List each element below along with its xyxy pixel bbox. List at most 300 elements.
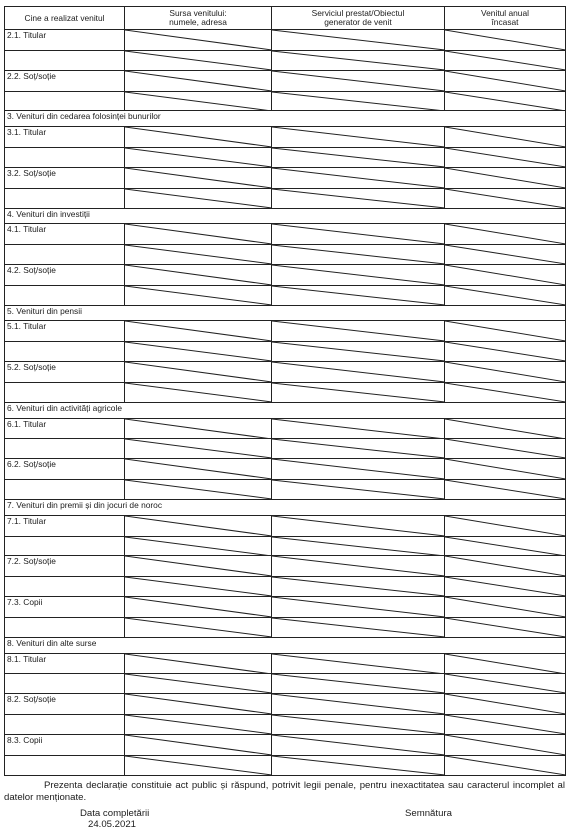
diagonal-line (272, 245, 445, 264)
crossed-out-cell (445, 694, 566, 715)
header-who (5, 7, 125, 30)
diagonal-strike (445, 459, 566, 479)
person-label: 4.2. Soț/soție (5, 265, 125, 286)
diagonal-line (445, 321, 566, 341)
crossed-out-cell (445, 321, 566, 342)
person-row (5, 653, 566, 674)
diagonal-strike (125, 148, 272, 167)
crossed-out-cell (445, 480, 566, 500)
diagonal-strike (125, 224, 272, 244)
crossed-out-cell (272, 674, 445, 694)
diagonal-line (125, 654, 272, 674)
diagonal-strike (272, 597, 445, 617)
diagonal-line (272, 674, 445, 693)
diagonal-line (272, 756, 445, 775)
diagonal-line (445, 245, 566, 264)
person-row (5, 597, 566, 618)
diagonal-line (445, 265, 566, 285)
diagonal-line (125, 480, 272, 499)
diagonal-line (125, 224, 272, 244)
diagonal-strike (272, 459, 445, 479)
header-income-source (125, 7, 272, 30)
diagonal-strike (272, 735, 445, 755)
diagonal-strike (445, 674, 566, 693)
crossed-out-cell (125, 577, 272, 597)
crossed-out-cell (272, 29, 445, 50)
header-service-object (272, 7, 445, 30)
diagonal-strike (125, 654, 272, 674)
empty-cell (5, 577, 125, 597)
diagonal-line (125, 516, 272, 536)
diagonal-strike (272, 618, 445, 637)
diagonal-strike (125, 419, 272, 439)
section-row (5, 402, 566, 418)
crossed-out-cell (272, 285, 445, 305)
diagonal-strike (445, 419, 566, 439)
diagonal-line (445, 71, 566, 91)
diagonal-line (272, 577, 445, 596)
blank-row (5, 715, 566, 735)
section-row (5, 208, 566, 224)
person-label: 6.1. Titular (5, 418, 125, 439)
diagonal-strike (272, 148, 445, 167)
diagonal-strike (445, 148, 566, 167)
diagonal-line (125, 245, 272, 264)
blank-row (5, 285, 566, 305)
diagonal-strike (272, 286, 445, 305)
crossed-out-cell (445, 618, 566, 638)
crossed-out-cell (445, 245, 566, 265)
diagonal-line (445, 654, 566, 674)
empty-cell (5, 755, 125, 775)
diagonal-line (125, 286, 272, 305)
crossed-out-cell (272, 342, 445, 362)
diagonal-strike (125, 694, 272, 714)
diagonal-line (272, 265, 445, 285)
diagonal-strike (272, 71, 445, 91)
blank-row (5, 245, 566, 265)
diagonal-strike (445, 362, 566, 382)
crossed-out-cell (125, 418, 272, 439)
diagonal-strike (445, 597, 566, 617)
crossed-out-cell (125, 167, 272, 188)
crossed-out-cell (445, 418, 566, 439)
empty-cell (5, 715, 125, 735)
person-row (5, 70, 566, 91)
crossed-out-cell (272, 50, 445, 70)
diagonal-strike (125, 127, 272, 147)
diagonal-line (272, 168, 445, 188)
diagonal-line (272, 224, 445, 244)
diagonal-strike (272, 439, 445, 458)
diagonal-line (125, 577, 272, 596)
section-row (5, 637, 566, 653)
diagonal-strike (272, 51, 445, 70)
crossed-out-cell (445, 459, 566, 480)
crossed-out-cell (125, 29, 272, 50)
crossed-out-cell (445, 362, 566, 383)
header-annual-income (445, 7, 566, 30)
crossed-out-cell (125, 556, 272, 577)
empty-cell (5, 188, 125, 208)
diagonal-strike (125, 92, 272, 111)
crossed-out-cell (272, 188, 445, 208)
diagonal-line (272, 71, 445, 91)
diagonal-line (125, 265, 272, 285)
diagonal-strike (272, 265, 445, 285)
diagonal-strike (272, 537, 445, 556)
diagonal-strike (445, 439, 566, 458)
diagonal-line (125, 735, 272, 755)
diagonal-strike (272, 30, 445, 50)
crossed-out-cell (445, 342, 566, 362)
crossed-out-cell (125, 459, 272, 480)
empty-cell (5, 674, 125, 694)
diagonal-strike (125, 383, 272, 402)
header-income-source-text: Sursa venitului: numele, adresa (169, 8, 227, 27)
crossed-out-cell (272, 459, 445, 480)
diagonal-strike (272, 756, 445, 775)
diagonal-strike (272, 480, 445, 499)
diagonal-strike (272, 245, 445, 264)
person-row (5, 224, 566, 245)
diagonal-strike (125, 51, 272, 70)
diagonal-strike (445, 224, 566, 244)
diagonal-strike (125, 618, 272, 637)
diagonal-line (272, 127, 445, 147)
diagonal-strike (125, 756, 272, 775)
income-declaration-table (4, 6, 566, 776)
crossed-out-cell (125, 148, 272, 168)
crossed-out-cell (272, 321, 445, 342)
crossed-out-cell (445, 439, 566, 459)
person-label: 5.1. Titular (5, 321, 125, 342)
diagonal-line (272, 480, 445, 499)
diagonal-line (125, 618, 272, 637)
diagonal-strike (445, 71, 566, 91)
blank-row (5, 383, 566, 403)
section-title: 6. Venituri din activități agricole (5, 402, 566, 418)
diagonal-line (445, 694, 566, 714)
crossed-out-cell (272, 265, 445, 286)
diagonal-strike (125, 516, 272, 536)
diagonal-line (445, 480, 566, 499)
diagonal-line (445, 674, 566, 693)
crossed-out-cell (445, 735, 566, 756)
diagonal-strike (125, 189, 272, 208)
diagonal-line (125, 459, 272, 479)
diagonal-line (272, 516, 445, 536)
crossed-out-cell (445, 127, 566, 148)
diagonal-line (272, 694, 445, 714)
diagonal-line (125, 419, 272, 439)
diagonal-line (445, 577, 566, 596)
diagonal-line (445, 516, 566, 536)
diagonal-line (272, 362, 445, 382)
crossed-out-cell (272, 418, 445, 439)
diagonal-line (125, 148, 272, 167)
diagonal-strike (125, 265, 272, 285)
person-row (5, 459, 566, 480)
diagonal-strike (272, 362, 445, 382)
blank-row (5, 480, 566, 500)
diagonal-line (445, 30, 566, 50)
diagonal-line (445, 342, 566, 361)
blank-row (5, 188, 566, 208)
diagonal-line (272, 92, 445, 111)
diagonal-line (445, 597, 566, 617)
diagonal-strike (272, 674, 445, 693)
diagonal-line (125, 556, 272, 576)
blank-row (5, 439, 566, 459)
diagonal-strike (272, 654, 445, 674)
diagonal-line (445, 383, 566, 402)
crossed-out-cell (125, 362, 272, 383)
diagonal-strike (125, 674, 272, 693)
diagonal-strike (445, 556, 566, 576)
diagonal-line (272, 419, 445, 439)
person-row (5, 694, 566, 715)
diagonal-line (272, 597, 445, 617)
diagonal-line (445, 618, 566, 637)
diagonal-line (272, 537, 445, 556)
diagonal-line (125, 715, 272, 734)
section-title: 4. Venituri din investiții (5, 208, 566, 224)
person-label: 2.2. Soț/soție (5, 70, 125, 91)
crossed-out-cell (272, 70, 445, 91)
diagonal-strike (272, 556, 445, 576)
diagonal-line (445, 419, 566, 439)
person-row (5, 556, 566, 577)
diagonal-strike (445, 286, 566, 305)
person-label: 7.3. Copii (5, 597, 125, 618)
blank-row (5, 50, 566, 70)
crossed-out-cell (272, 735, 445, 756)
crossed-out-cell (445, 536, 566, 556)
empty-cell (5, 342, 125, 362)
diagonal-strike (125, 537, 272, 556)
diagonal-line (272, 321, 445, 341)
declaration-statement: Prezenta declarație constituie act public și răspund, potrivit legii penale, pentru inexactitatea sau caracterul incomplet al datelor menționate. (4, 780, 565, 803)
person-row (5, 167, 566, 188)
diagonal-line (125, 30, 272, 50)
completion-date-value: 24.05.2021 (88, 819, 137, 830)
diagonal-line (125, 321, 272, 341)
person-label: 4.1. Titular (5, 224, 125, 245)
section-row (5, 500, 566, 516)
crossed-out-cell (125, 536, 272, 556)
person-row (5, 418, 566, 439)
completion-date-label: Data completării (80, 808, 150, 819)
crossed-out-cell (125, 715, 272, 735)
crossed-out-cell (125, 127, 272, 148)
diagonal-strike (125, 286, 272, 305)
crossed-out-cell (125, 439, 272, 459)
blank-row (5, 148, 566, 168)
empty-cell (5, 148, 125, 168)
diagonal-line (272, 51, 445, 70)
header-annual-income-text: Venitul anual încasat (481, 8, 529, 27)
signature-label: Semnătura (405, 808, 452, 819)
crossed-out-cell (272, 91, 445, 111)
diagonal-line (272, 618, 445, 637)
diagonal-line (272, 189, 445, 208)
crossed-out-cell (272, 694, 445, 715)
diagonal-strike (272, 168, 445, 188)
diagonal-line (125, 674, 272, 693)
diagonal-line (272, 148, 445, 167)
crossed-out-cell (445, 674, 566, 694)
section-title: 5. Venituri din pensii (5, 305, 566, 321)
diagonal-strike (125, 715, 272, 734)
crossed-out-cell (445, 148, 566, 168)
crossed-out-cell (272, 148, 445, 168)
diagonal-line (272, 383, 445, 402)
diagonal-strike (445, 537, 566, 556)
diagonal-strike (272, 577, 445, 596)
diagonal-line (272, 459, 445, 479)
empty-cell (5, 285, 125, 305)
crossed-out-cell (125, 91, 272, 111)
crossed-out-cell (445, 224, 566, 245)
crossed-out-cell (272, 245, 445, 265)
diagonal-line (125, 51, 272, 70)
crossed-out-cell (125, 50, 272, 70)
blank-row (5, 91, 566, 111)
crossed-out-cell (445, 167, 566, 188)
diagonal-strike (445, 577, 566, 596)
person-label: 5.2. Soț/soție (5, 362, 125, 383)
diagonal-line (125, 362, 272, 382)
diagonal-line (445, 715, 566, 734)
diagonal-strike (125, 597, 272, 617)
empty-cell (5, 50, 125, 70)
crossed-out-cell (125, 674, 272, 694)
crossed-out-cell (445, 515, 566, 536)
person-label: 7.2. Soț/soție (5, 556, 125, 577)
diagonal-strike (272, 715, 445, 734)
person-label: 3.1. Titular (5, 127, 125, 148)
diagonal-strike (445, 516, 566, 536)
diagonal-line (272, 654, 445, 674)
diagonal-strike (445, 618, 566, 637)
crossed-out-cell (445, 29, 566, 50)
empty-cell (5, 536, 125, 556)
diagonal-strike (125, 556, 272, 576)
diagonal-strike (445, 735, 566, 755)
section-row (5, 305, 566, 321)
crossed-out-cell (445, 50, 566, 70)
section-row (5, 111, 566, 127)
diagonal-line (445, 189, 566, 208)
empty-cell (5, 439, 125, 459)
diagonal-line (445, 735, 566, 755)
blank-row (5, 674, 566, 694)
diagonal-strike (445, 245, 566, 264)
crossed-out-cell (272, 383, 445, 403)
diagonal-strike (445, 168, 566, 188)
crossed-out-cell (125, 245, 272, 265)
person-label: 2.1. Titular (5, 29, 125, 50)
person-label: 8.2. Soț/soție (5, 694, 125, 715)
crossed-out-cell (272, 127, 445, 148)
person-row (5, 321, 566, 342)
crossed-out-cell (445, 755, 566, 775)
diagonal-line (272, 342, 445, 361)
blank-row (5, 618, 566, 638)
blank-row (5, 577, 566, 597)
diagonal-strike (125, 459, 272, 479)
table-header-row (5, 7, 566, 30)
crossed-out-cell (125, 515, 272, 536)
diagonal-line (445, 127, 566, 147)
diagonal-strike (272, 92, 445, 111)
diagonal-strike (272, 189, 445, 208)
crossed-out-cell (445, 653, 566, 674)
diagonal-line (445, 362, 566, 382)
diagonal-line (272, 286, 445, 305)
empty-cell (5, 480, 125, 500)
diagonal-line (125, 537, 272, 556)
crossed-out-cell (125, 480, 272, 500)
diagonal-line (125, 383, 272, 402)
crossed-out-cell (125, 597, 272, 618)
crossed-out-cell (445, 556, 566, 577)
crossed-out-cell (272, 618, 445, 638)
crossed-out-cell (445, 285, 566, 305)
crossed-out-cell (125, 755, 272, 775)
crossed-out-cell (125, 285, 272, 305)
diagonal-line (125, 71, 272, 91)
diagonal-strike (445, 654, 566, 674)
diagonal-strike (272, 516, 445, 536)
diagonal-line (445, 286, 566, 305)
diagonal-strike (445, 51, 566, 70)
person-label: 7.1. Titular (5, 515, 125, 536)
crossed-out-cell (445, 91, 566, 111)
crossed-out-cell (272, 362, 445, 383)
crossed-out-cell (125, 224, 272, 245)
person-row (5, 362, 566, 383)
blank-row (5, 342, 566, 362)
diagonal-strike (445, 30, 566, 50)
crossed-out-cell (125, 653, 272, 674)
crossed-out-cell (445, 383, 566, 403)
diagonal-line (445, 556, 566, 576)
diagonal-line (445, 537, 566, 556)
diagonal-line (445, 439, 566, 458)
empty-cell (5, 383, 125, 403)
crossed-out-cell (272, 653, 445, 674)
diagonal-line (445, 756, 566, 775)
crossed-out-cell (272, 755, 445, 775)
person-label: 8.3. Copii (5, 735, 125, 756)
diagonal-strike (445, 756, 566, 775)
diagonal-strike (272, 383, 445, 402)
diagonal-line (272, 439, 445, 458)
crossed-out-cell (445, 597, 566, 618)
person-row (5, 515, 566, 536)
diagonal-line (272, 735, 445, 755)
diagonal-strike (445, 480, 566, 499)
crossed-out-cell (272, 577, 445, 597)
crossed-out-cell (272, 536, 445, 556)
diagonal-line (125, 92, 272, 111)
diagonal-strike (125, 735, 272, 755)
empty-cell (5, 91, 125, 111)
crossed-out-cell (125, 188, 272, 208)
crossed-out-cell (445, 265, 566, 286)
